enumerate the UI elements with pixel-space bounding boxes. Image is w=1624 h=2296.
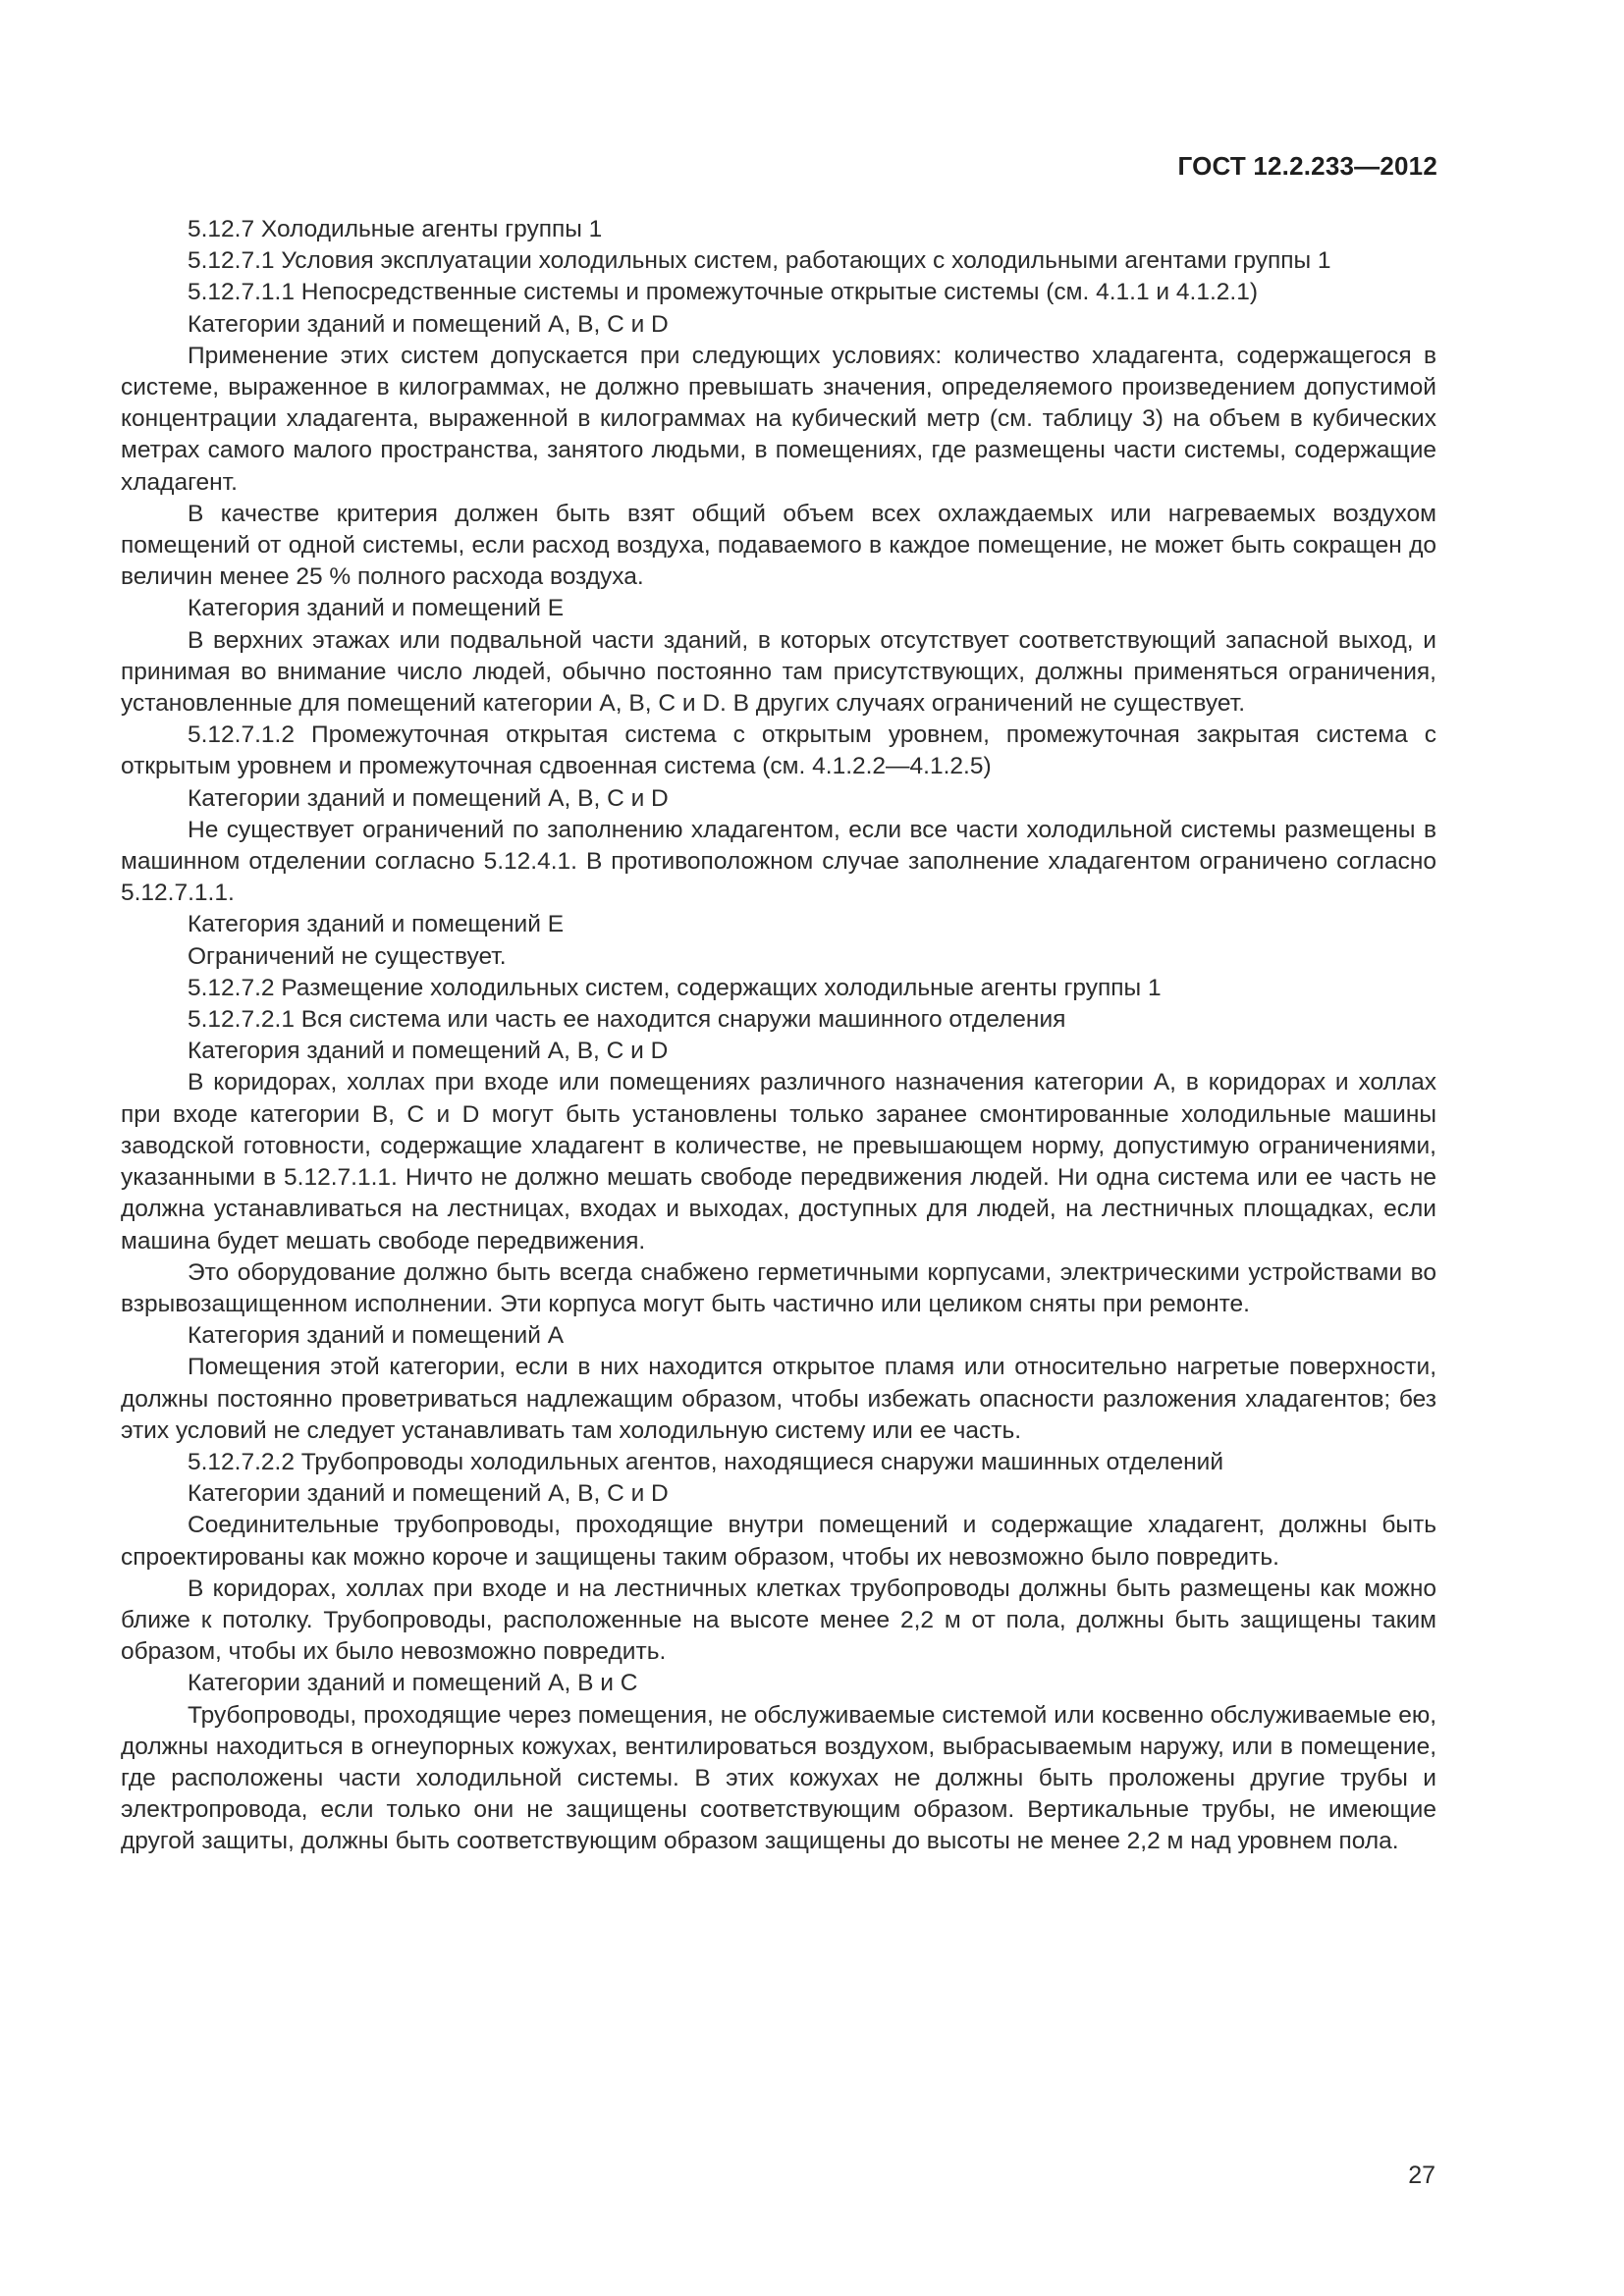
page-number: 27 <box>1408 2162 1435 2189</box>
paragraph: 5.12.7.1.1 Непосредственные системы и промежуточные открытые системы (см. 4.1.1 и 4.1.2.1) <box>188 279 1258 306</box>
paragraph: Категории зданий и помещений А, В, С и D <box>188 310 669 338</box>
document-standard-id: ГОСТ 12.2.233—2012 <box>1177 151 1437 181</box>
paragraph: 5.12.7 Холодильные агенты группы 1 <box>188 216 603 242</box>
paragraph: Категории зданий и помещений А, В, С и D <box>188 1480 669 1508</box>
document-body <box>121 214 1436 1858</box>
paragraph: Соединительные трубопроводы, проходящие внутри помещений и содержащие хладагент, должны быть спроектированы как можно короче и защищены таким образом, чтобы их невозможно было повредить. <box>121 1512 1436 1571</box>
paragraph: В коридорах, холлах при входе или помещениях различного назначения категории А, в коридорах и холлах при входе категории В, С и D могут быть установлены только заранее смонтированные холодильные машины заводской готовности, содержащие хладагент в количестве, не превышающем норму, допустимую ограничениями, указанными в 5.12.7.1.1. Ничто не должно мешать свободе передвижения людей. Ни одна система или ее часть не должна устанавливаться на лестницах, входах и выходах, доступных для людей, на лестничных площадках, если машина будет мешать свободе передвижения. <box>121 1069 1436 1255</box>
paragraph: В верхних этажах или подвальной части зданий, в которых отсутствует соответствующий запасной выход, и принимая во внимание число людей, обычно постоянно там присутствующих, должны применяться ограничения, установленные для помещений категории А, В, С и D. В других случаях ограничений не существует. <box>121 626 1436 718</box>
paragraph: Применение этих систем допускается при следующих условиях: количество хладагента, содержащегося в системе, выраженное в килограммах, не должно превышать значения, определяемого произведением допустимой концентрации хладагента, выраженной в килограммах на кубический метр (см. таблицу 3) на объем в кубических метрах самого малого пространства, занятого людьми, в помещениях, где размещены части системы, содержащие хладагент. <box>121 342 1436 496</box>
paragraph: 5.12.7.2.1 Вся система или часть ее находится снаружи машинного отделения <box>188 1006 1066 1034</box>
paragraph: 5.12.7.1.2 Промежуточная открытая система с открытым уровнем, промежуточная закрытая система с открытым уровнем и промежуточная сдвоенная система (см. 4.1.2.2—4.1.2.5) <box>121 721 1436 780</box>
paragraph: Категория зданий и помещений А <box>188 1322 565 1350</box>
paragraph: 5.12.7.2.2 Трубопроводы холодильных агентов, находящиеся снаружи машинных отделений <box>188 1448 1224 1475</box>
paragraph: 5.12.7.2 Размещение холодильных систем, содержащих холодильные агенты группы 1 <box>188 974 1162 1001</box>
paragraph: Ограничений не существует. <box>188 942 507 970</box>
paragraph: 5.12.7.1 Условия эксплуатации холодильных систем, работающих с холодильными агентами группы 1 <box>188 247 1331 275</box>
paragraph: Категории зданий и помещений А, В и С <box>188 1670 638 1697</box>
paragraph: Категория зданий и помещений Е <box>188 595 565 622</box>
paragraph: В коридорах, холлах при входе и на лестничных клетках трубопроводы должны быть размещены как можно ближе к потолку. Трубопроводы, расположенные на высоте менее 2,2 м от пола, должны быть защищены таким образом, чтобы их было невозможно повредить. <box>121 1575 1436 1666</box>
paragraph: Это оборудование должно быть всегда снабжено герметичными корпусами, электрическими устройствами во взрывозащищенном исполнении. Эти корпуса могут быть частично или целиком сняты при ремонте. <box>121 1258 1436 1317</box>
paragraph: Категория зданий и помещений Е <box>188 911 565 938</box>
paragraph: Трубопроводы, проходящие через помещения, не обслуживаемые системой или косвенно обслуживаемые ею, должны находиться в огнеупорных кожухах, вентилироваться воздухом, выбрасываемым наружу, или в помещение, где расположены части холодильной системы. В этих кожухах не должны быть проложены другие трубы и электропровода, если только они не защищены соответствующим образом. Вертикальные трубы, не имеющие другой защиты, должны быть соответствующим образом защищены до высоты не менее 2,2 м над уровнем пола. <box>121 1701 1436 1855</box>
paragraph: В качестве критерия должен быть взят общий объем всех охлаждаемых или нагреваемых воздухом помещений от одной системы, если расход воздуха, подаваемого в каждое помещение, не может быть сокращен до величин менее 25 % полного расхода воздуха. <box>121 500 1436 591</box>
paragraph: Помещения этой категории, если в них находится открытое пламя или относительно нагретые поверхности, должны постоянно проветриваться надлежащим образом, чтобы избежать опасности разложения хладагентов; без этих условий не следует устанавливать там холодильную систему или ее часть. <box>121 1354 1436 1444</box>
paragraph: Категории зданий и помещений А, В, С и D <box>188 784 669 812</box>
paragraph: Не существует ограничений по заполнению хладагентом, если все части холодильной системы размещены в машинном отделении согласно 5.12.4.1. В противоположном случае заполнение хладагентом ограничено согласно 5.12.7.1.1. <box>121 816 1436 907</box>
paragraph: Категория зданий и помещений А, В, С и D <box>188 1038 669 1065</box>
